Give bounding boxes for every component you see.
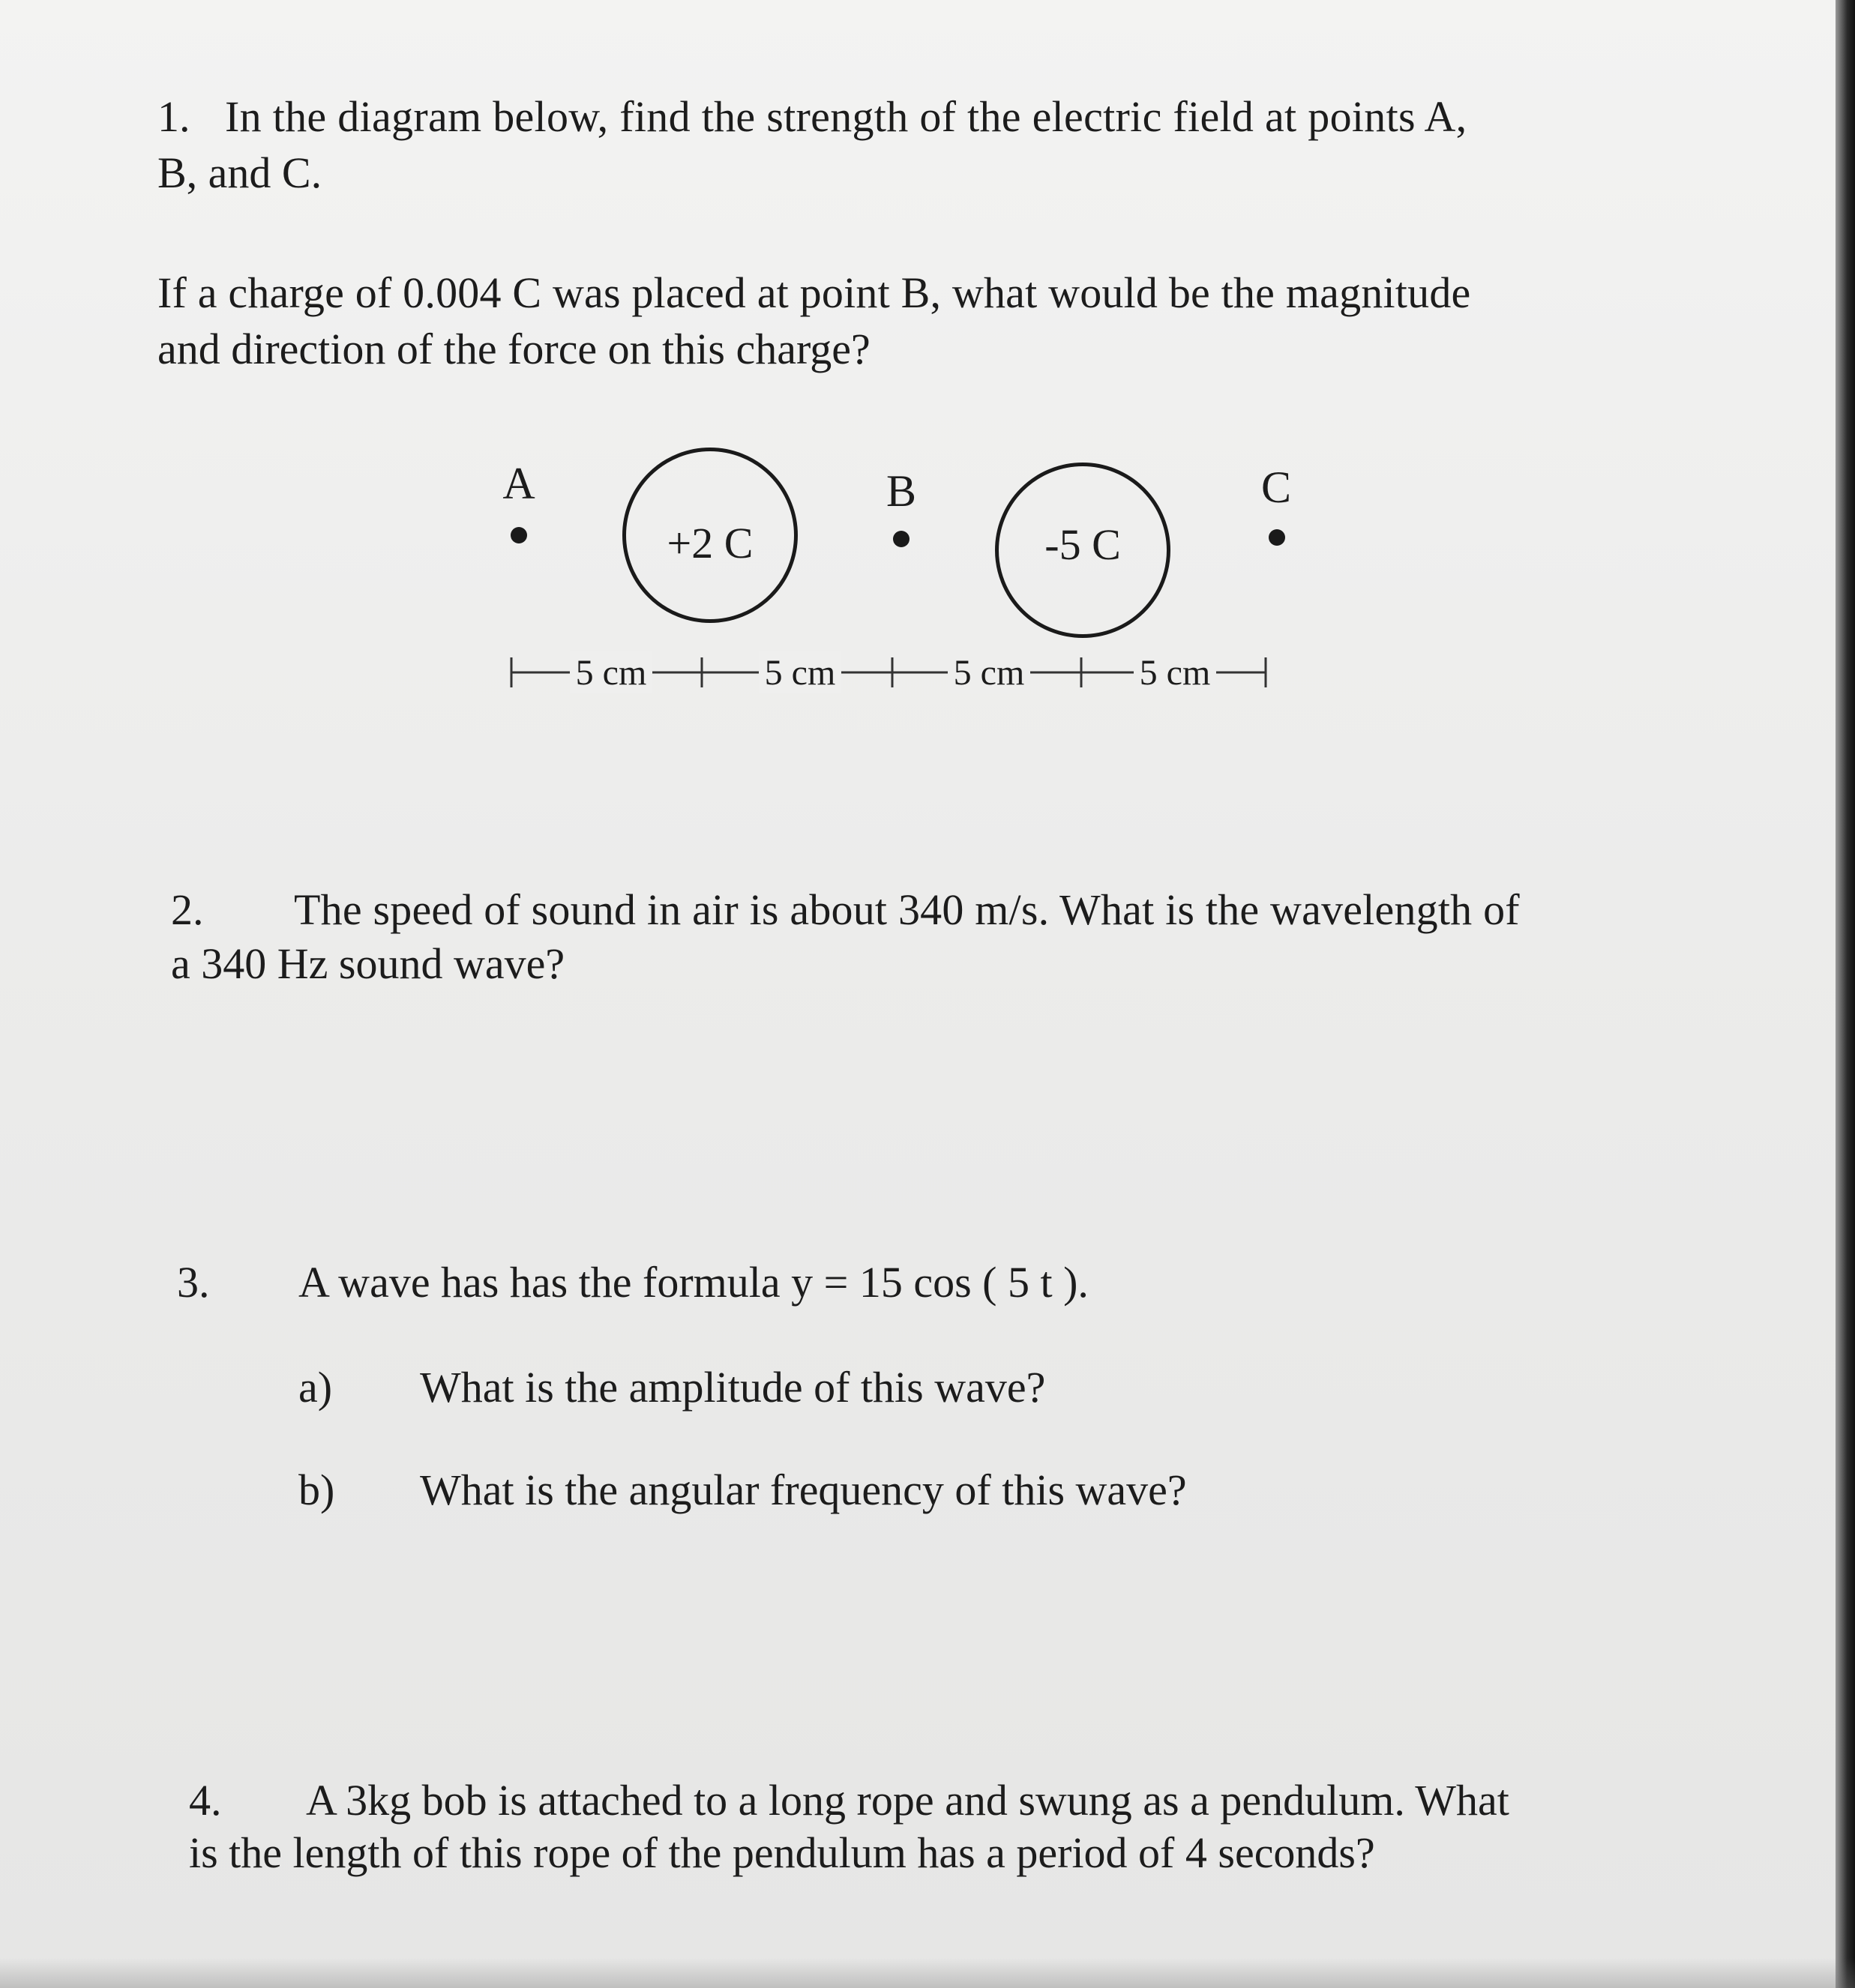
q3-part-b-text: What is the angular frequency of this wave?	[420, 1466, 1187, 1514]
q4-number: 4.	[189, 1776, 222, 1825]
point-a-label: A	[502, 459, 535, 508]
q1-line1: In the diagram below, find the strength of the electric field at points A,	[225, 92, 1467, 141]
q4-line1: A 3kg bob is attached to a long rope and swung as a pendulum. What	[306, 1776, 1509, 1825]
q2-line1: The speed of sound in air is about 340 m/s. What is the wavelength of	[294, 885, 1520, 934]
point-c-label: C	[1260, 463, 1292, 512]
negative-charge-label: -5 C	[1044, 520, 1121, 569]
point-a-dot	[511, 527, 527, 543]
scale-label-1: 5 cm	[575, 653, 647, 693]
scale-label-2: 5 cm	[764, 653, 836, 693]
q3-stem: A wave has has the formula y = 15 cos ( 5 t ).	[298, 1258, 1089, 1307]
scale-label-3: 5 cm	[953, 653, 1025, 693]
distance-scale	[495, 641, 1282, 701]
bottom-shadow	[0, 1958, 1855, 1988]
q1-line2: B, and C.	[157, 148, 322, 197]
q3-number: 3.	[177, 1258, 210, 1307]
q1-followup-line2: and direction of the force on this charge?	[157, 325, 871, 373]
point-b-dot	[893, 531, 910, 547]
scale-label-4: 5 cm	[1139, 653, 1211, 693]
point-b-label: B	[886, 466, 917, 516]
q1-number: 1.	[157, 92, 190, 141]
q2-line2: a 340 Hz sound wave?	[171, 939, 565, 988]
q3-part-a-label: a)	[298, 1363, 333, 1412]
screen-bezel-edge	[1836, 0, 1855, 1988]
q1-followup-line1: If a charge of 0.004 C was placed at point B, what would be the magnitude	[157, 268, 1471, 317]
point-c-dot	[1269, 529, 1285, 546]
q3-part-b-label: b)	[298, 1466, 335, 1514]
positive-charge-label: +2 C	[667, 519, 754, 567]
q3-part-a-text: What is the amplitude of this wave?	[420, 1363, 1046, 1412]
q2-number: 2.	[171, 885, 204, 934]
q4-line2: is the length of this rope of the pendulum has a period of 4 seconds?	[189, 1828, 1375, 1877]
